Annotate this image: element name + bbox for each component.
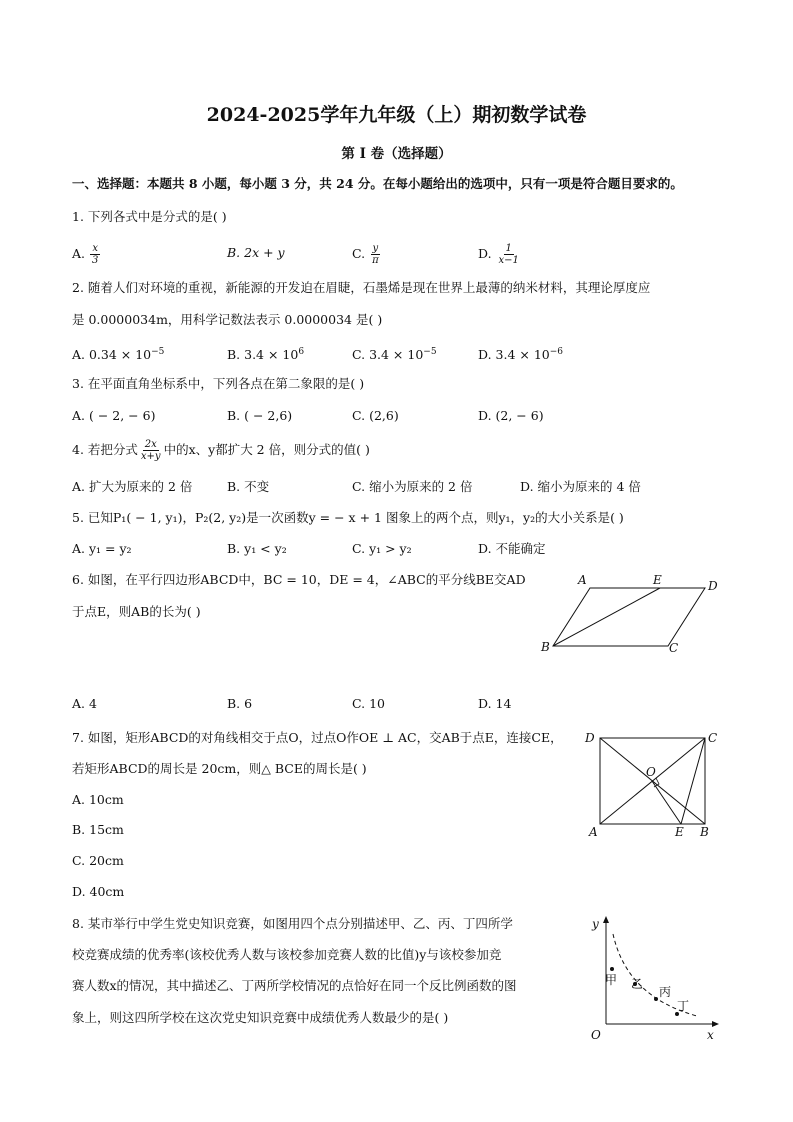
q6-line2: 于点E，则AB的长为( ) xyxy=(72,604,201,619)
q2-line1: 2. 随着人们对环境的重视，新能源的开发迫在眉睫，石墨烯是现在世界上最薄的纳米材料，其理论厚度应 xyxy=(72,280,651,295)
q8-line4: 象上，则这四所学校在这次党史知识竞赛中成绩优秀人数最少的是( ) xyxy=(72,1010,449,1025)
section-heading: 一、选择题：本题共 8 小题，每小题 3 分，共 24 分。在每小题给出的选项中，只有一项是符合题目要求的。 xyxy=(72,176,683,191)
q4-option-d[interactable]: D. 缩小为原来的 4 倍 xyxy=(520,479,641,494)
q3-option-d[interactable]: D. (2, − 6) xyxy=(478,408,544,423)
q6-option-c[interactable]: C. 10 xyxy=(352,696,385,711)
label-B: B xyxy=(700,825,709,839)
q3-option-a[interactable]: A. ( − 2, − 6) xyxy=(72,408,156,423)
q5-option-b[interactable]: B. y₁ < y₂ xyxy=(227,541,287,556)
x-axis-arrow xyxy=(712,1021,719,1027)
q3-option-c[interactable]: C. (2,6) xyxy=(352,408,399,423)
label-D: D xyxy=(708,579,718,593)
q1-option-c[interactable]: C. $\frac{y}{\pi}$ xyxy=(352,243,379,266)
q6-figure xyxy=(535,570,725,660)
label-O: O xyxy=(591,1028,601,1042)
label-A: A xyxy=(578,573,587,587)
q4-option-b[interactable]: B. 不变 xyxy=(227,479,270,494)
point-bing xyxy=(654,997,658,1001)
q4-option-a[interactable]: A. 扩大为原来的 2 倍 xyxy=(72,479,193,494)
label-bing: 丙 xyxy=(659,985,672,999)
label-D: D xyxy=(585,731,595,745)
q4-option-c[interactable]: C. 缩小为原来的 2 倍 xyxy=(352,479,473,494)
label-E: E xyxy=(675,825,684,839)
label-yi: 乙 xyxy=(631,977,644,991)
q2-option-b[interactable]: B. $3.4 \times 10^6$ xyxy=(227,347,305,363)
q5-stem: 5. 已知P₁( − 1, y₁)，P₂(2, y₂)是一次函数y = − x + 1 图象上的两个点，则y₁，y₂的大小关系是( ) xyxy=(72,510,624,525)
q7-option-d[interactable]: D. 40cm xyxy=(72,884,125,899)
q8-line3: 赛人数x的情况，其中描述乙、丁两所学校情况的点恰好在同一个反比例函数的图 xyxy=(72,978,517,993)
q1-stem: 1. 下列各式中是分式的是( ) xyxy=(72,209,227,224)
q6-option-b[interactable]: B. 6 xyxy=(227,696,253,711)
q3-option-b[interactable]: B. ( − 2,6) xyxy=(227,408,293,423)
label-A: A xyxy=(589,825,598,839)
q7-figure xyxy=(583,728,723,843)
label-ding: 丁 xyxy=(677,999,690,1013)
label-x: x xyxy=(707,1028,714,1042)
q7-line1: 7. 如图，矩形ABCD的对角线相交于点O，过点O作OE ⊥ AC，交AB于点E，连接CE， xyxy=(72,730,563,745)
q7-option-b[interactable]: B. 15cm xyxy=(72,822,124,837)
point-jia xyxy=(610,967,614,971)
q1-option-b[interactable]: B. 2x + y xyxy=(227,245,285,260)
q7-option-c[interactable]: C. 20cm xyxy=(72,853,124,868)
q8-line2: 校竞赛成绩的优秀率(该校优秀人数与该校参加竞赛人数的比值)y与该校参加竞 xyxy=(72,947,502,962)
q3-stem: 3. 在平面直角坐标系中，下列各点在第二象限的是( ) xyxy=(72,376,365,391)
q5-option-c[interactable]: C. y₁ > y₂ xyxy=(352,541,412,556)
q1-option-a[interactable]: A. $\frac{x}{3}$ xyxy=(72,243,99,266)
page-subtitle: 第 I 卷（选择题） xyxy=(341,146,452,162)
q7-line2: 若矩形ABCD的周长是 20cm，则△ BCE的周长是( ) xyxy=(72,761,367,776)
parallelogram-abcd xyxy=(553,588,705,646)
y-axis-arrow xyxy=(603,916,609,923)
bisector-be xyxy=(553,588,660,646)
q6-option-d[interactable]: D. 14 xyxy=(478,696,512,711)
q7-option-a[interactable]: A. 10cm xyxy=(72,792,124,807)
q2-option-c[interactable]: C. $3.4 \times 10^{-5}$ xyxy=(352,347,437,363)
label-O: O xyxy=(646,765,656,779)
segment-oe xyxy=(652,781,681,824)
q8-line1: 8. 某市举行中学生党史知识竞赛，如图用四个点分别描述甲、乙、丙、丁四所学 xyxy=(72,916,513,931)
q5-option-d[interactable]: D. 不能确定 xyxy=(478,541,546,556)
segment-ce xyxy=(681,738,705,824)
q4-stem: 4. 若把分式 $\frac{2x}{x+y}$ 中的x、y都扩大 2 倍，则分式的值( ) xyxy=(72,439,370,462)
label-E: E xyxy=(653,573,662,587)
q2-line2: 是 0.0000034m，用科学记数法表示 0.0000034 是( ) xyxy=(72,312,383,327)
q6-line1: 6. 如图，在平行四边形ABCD中，BC = 10，DE = 4，∠ABC的平分线BE交AD xyxy=(72,572,526,587)
q1-option-d[interactable]: D. $\frac{1}{x-1}$ xyxy=(478,243,519,266)
q2-option-a[interactable]: A. $0.34 \times 10^{-5}$ xyxy=(72,347,165,363)
label-y: y xyxy=(592,917,599,931)
label-C: C xyxy=(669,641,679,655)
page-title: 2024-2025学年九年级（上）期初数学试卷 xyxy=(206,104,587,126)
label-B: B xyxy=(541,640,550,654)
q6-option-a[interactable]: A. 4 xyxy=(72,696,97,711)
label-jia: 甲 xyxy=(605,973,618,987)
q8-figure xyxy=(585,912,725,1042)
label-C: C xyxy=(708,731,718,745)
q5-option-a[interactable]: A. y₁ = y₂ xyxy=(72,541,132,556)
q2-option-d[interactable]: D. $3.4 \times 10^{-6}$ xyxy=(478,347,564,363)
